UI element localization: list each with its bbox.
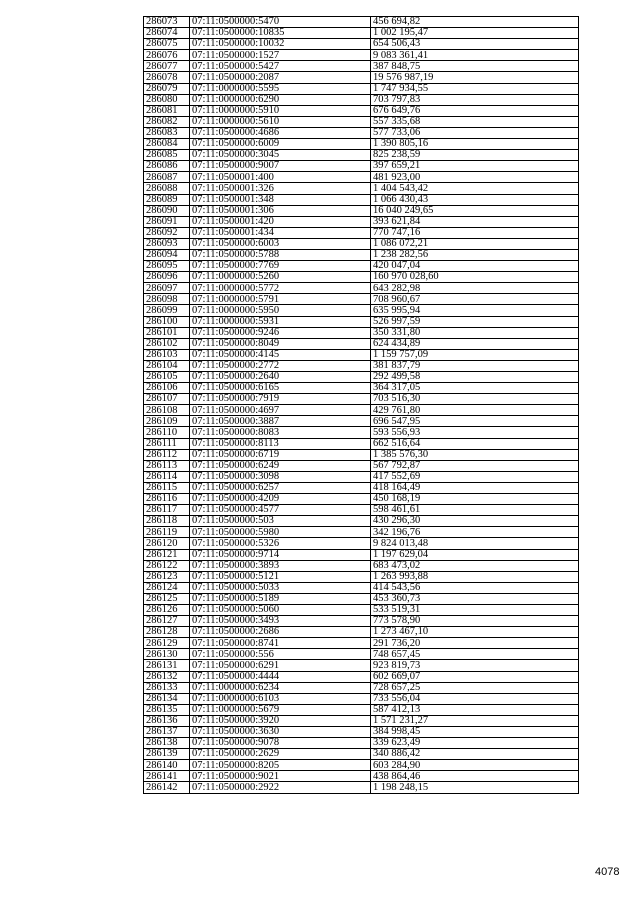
cadastral-number-cell: 07:11:0000000:6234	[190, 682, 371, 693]
cadastral-number-cell: 07:11:0500000:4686	[190, 127, 371, 138]
row-id-cell: 286090	[144, 205, 190, 216]
table-row	[144, 17, 579, 28]
cadastral-number-cell: 07:11:0500001:434	[190, 227, 371, 238]
table-row	[144, 505, 579, 516]
cadastral-number-cell: 07:11:0500000:7919	[190, 394, 371, 405]
value-cell: 1 238 282,56	[371, 249, 579, 260]
value-cell: 350 331,80	[371, 327, 579, 338]
value-cell: 703 797,83	[371, 94, 579, 105]
cadastral-number-cell: 07:11:0500000:5470	[190, 17, 371, 28]
value-cell: 733 556,04	[371, 693, 579, 704]
value-cell: 384 998,45	[371, 727, 579, 738]
table-row	[144, 349, 579, 360]
value-cell: 1 404 543,42	[371, 183, 579, 194]
value-cell: 662 516,64	[371, 438, 579, 449]
cadastral-number-cell: 07:11:0500000:3893	[190, 560, 371, 571]
table-row	[144, 194, 579, 205]
table-row	[144, 649, 579, 660]
cadastral-number-cell: 07:11:0500000:8741	[190, 638, 371, 649]
cadastral-number-cell: 07:11:0500000:8083	[190, 427, 371, 438]
cadastral-number-cell: 07:11:0500000:5980	[190, 527, 371, 538]
cadastral-number-cell: 07:11:0000000:5950	[190, 305, 371, 316]
row-id-cell: 286100	[144, 316, 190, 327]
value-cell: 825 238,59	[371, 150, 579, 161]
row-id-cell: 286084	[144, 139, 190, 150]
table-row	[144, 183, 579, 194]
row-id-cell: 286112	[144, 449, 190, 460]
cadastral-number-cell: 07:11:0500000:3887	[190, 416, 371, 427]
cadastral-number-cell: 07:11:0500000:5326	[190, 538, 371, 549]
value-cell: 598 461,61	[371, 505, 579, 516]
row-id-cell: 286097	[144, 283, 190, 294]
value-cell: 1 159 757,09	[371, 349, 579, 360]
row-id-cell: 286106	[144, 383, 190, 394]
table-row	[144, 704, 579, 715]
table-row	[144, 494, 579, 505]
value-cell: 429 761,80	[371, 405, 579, 416]
table-row	[144, 715, 579, 726]
value-cell: 19 576 987,19	[371, 72, 579, 83]
row-id-cell: 286139	[144, 749, 190, 760]
table-row	[144, 604, 579, 615]
row-id-cell: 286081	[144, 105, 190, 116]
value-cell: 1 198 248,15	[371, 782, 579, 793]
table-row	[144, 438, 579, 449]
table-row	[144, 372, 579, 383]
row-id-cell: 286116	[144, 494, 190, 505]
table-row	[144, 116, 579, 127]
value-cell: 481 923,00	[371, 172, 579, 183]
table-row	[144, 305, 579, 316]
cadastral-number-cell: 07:11:0000000:5910	[190, 105, 371, 116]
cadastral-number-cell: 07:11:0000000:5260	[190, 272, 371, 283]
cadastral-number-cell: 07:11:0000000:5610	[190, 116, 371, 127]
value-cell: 577 733,06	[371, 127, 579, 138]
row-id-cell: 286089	[144, 194, 190, 205]
cadastral-number-cell: 07:11:0000000:5791	[190, 294, 371, 305]
cadastral-number-cell: 07:11:0500000:10835	[190, 28, 371, 39]
value-cell: 339 623,49	[371, 738, 579, 749]
cadastral-number-cell: 07:11:0500000:6165	[190, 383, 371, 394]
cadastral-number-cell: 07:11:0000000:5679	[190, 704, 371, 715]
row-id-cell: 286107	[144, 394, 190, 405]
row-id-cell: 286113	[144, 460, 190, 471]
row-id-cell: 286137	[144, 727, 190, 738]
row-id-cell: 286114	[144, 471, 190, 482]
value-cell: 393 621,84	[371, 216, 579, 227]
table-row	[144, 571, 579, 582]
value-cell: 1 747 934,55	[371, 83, 579, 94]
table-row	[144, 216, 579, 227]
table-row	[144, 782, 579, 793]
table-row	[144, 749, 579, 760]
value-cell: 654 506,43	[371, 39, 579, 50]
value-cell: 593 556,93	[371, 427, 579, 438]
cadastral-number-cell: 07:11:0500001:400	[190, 172, 371, 183]
value-cell: 397 659,21	[371, 161, 579, 172]
cadastral-number-cell: 07:11:0500000:2629	[190, 749, 371, 760]
cadastral-number-cell: 07:11:0500000:4145	[190, 349, 371, 360]
cadastral-number-cell: 07:11:0500000:9007	[190, 161, 371, 172]
row-id-cell: 286108	[144, 405, 190, 416]
value-cell: 9 083 361,41	[371, 50, 579, 61]
row-id-cell: 286092	[144, 227, 190, 238]
value-cell: 1 066 430,43	[371, 194, 579, 205]
data-table	[143, 16, 579, 794]
value-cell: 387 848,75	[371, 61, 579, 72]
value-cell: 1 571 231,27	[371, 715, 579, 726]
row-id-cell: 286104	[144, 360, 190, 371]
cadastral-number-cell: 07:11:0500000:9714	[190, 549, 371, 560]
row-id-cell: 286128	[144, 627, 190, 638]
row-id-cell: 286075	[144, 39, 190, 50]
value-cell: 683 473,02	[371, 560, 579, 571]
row-id-cell: 286105	[144, 372, 190, 383]
row-id-cell: 286125	[144, 593, 190, 604]
value-cell: 557 335,68	[371, 116, 579, 127]
cadastral-number-cell: 07:11:0500000:8049	[190, 338, 371, 349]
value-cell: 676 649,76	[371, 105, 579, 116]
table-row	[144, 72, 579, 83]
row-id-cell: 286110	[144, 427, 190, 438]
table-row	[144, 616, 579, 627]
row-id-cell: 286127	[144, 616, 190, 627]
table-row	[144, 549, 579, 560]
row-id-cell: 286078	[144, 72, 190, 83]
table-body	[144, 17, 579, 794]
row-id-cell: 286133	[144, 682, 190, 693]
cadastral-number-cell: 07:11:0000000:5931	[190, 316, 371, 327]
value-cell: 430 296,30	[371, 516, 579, 527]
row-id-cell: 286131	[144, 660, 190, 671]
table-row	[144, 405, 579, 416]
table-row	[144, 238, 579, 249]
value-cell: 526 997,59	[371, 316, 579, 327]
cadastral-number-cell: 07:11:0500000:9078	[190, 738, 371, 749]
cadastral-number-cell: 07:11:0500000:7769	[190, 261, 371, 272]
cadastral-number-cell: 07:11:0500000:5427	[190, 61, 371, 72]
row-id-cell: 286077	[144, 61, 190, 72]
table-row	[144, 682, 579, 693]
row-id-cell: 286099	[144, 305, 190, 316]
cadastral-number-cell: 07:11:0500000:3630	[190, 727, 371, 738]
value-cell: 1 002 195,47	[371, 28, 579, 39]
value-cell: 342 196,76	[371, 527, 579, 538]
cadastral-number-cell: 07:11:0500000:6719	[190, 449, 371, 460]
value-cell: 1 273 467,10	[371, 627, 579, 638]
table-row	[144, 172, 579, 183]
row-id-cell: 286085	[144, 150, 190, 161]
value-cell: 1 197 629,04	[371, 549, 579, 560]
value-cell: 160 970 028,60	[371, 272, 579, 283]
cadastral-number-cell: 07:11:0500000:6249	[190, 460, 371, 471]
row-id-cell: 286091	[144, 216, 190, 227]
row-id-cell: 286103	[144, 349, 190, 360]
value-cell: 418 164,49	[371, 482, 579, 493]
value-cell: 624 434,89	[371, 338, 579, 349]
cadastral-number-cell: 07:11:0500000:503	[190, 516, 371, 527]
value-cell: 1 390 805,16	[371, 139, 579, 150]
row-id-cell: 286142	[144, 782, 190, 793]
value-cell: 533 519,31	[371, 604, 579, 615]
table-row	[144, 671, 579, 682]
table-row	[144, 394, 579, 405]
cadastral-number-cell: 07:11:0500000:6257	[190, 482, 371, 493]
cadastral-number-cell: 07:11:0500000:6291	[190, 660, 371, 671]
value-cell: 292 499,58	[371, 372, 579, 383]
value-cell: 1 263 993,88	[371, 571, 579, 582]
table-row	[144, 94, 579, 105]
table-row	[144, 105, 579, 116]
cadastral-number-cell: 07:11:0500000:6009	[190, 139, 371, 150]
table-row	[144, 538, 579, 549]
table-row	[144, 338, 579, 349]
value-cell: 414 543,56	[371, 582, 579, 593]
row-id-cell: 286121	[144, 549, 190, 560]
value-cell: 1 086 072,21	[371, 238, 579, 249]
cadastral-number-cell: 07:11:0500000:3920	[190, 715, 371, 726]
cadastral-number-cell: 07:11:0500000:8205	[190, 760, 371, 771]
cadastral-number-cell: 07:11:0500000:2640	[190, 372, 371, 383]
value-cell: 587 412,13	[371, 704, 579, 715]
table-row	[144, 161, 579, 172]
row-id-cell: 286120	[144, 538, 190, 549]
table-row	[144, 316, 579, 327]
cadastral-number-cell: 07:11:0500000:2087	[190, 72, 371, 83]
cadastral-number-cell: 07:11:0500000:3098	[190, 471, 371, 482]
table-row	[144, 283, 579, 294]
table-row	[144, 460, 579, 471]
table-row	[144, 28, 579, 39]
value-cell: 453 360,73	[371, 593, 579, 604]
table-row	[144, 261, 579, 272]
cadastral-number-cell: 07:11:0500000:3493	[190, 616, 371, 627]
table-row	[144, 771, 579, 782]
table-row	[144, 61, 579, 72]
table-row	[144, 427, 579, 438]
row-id-cell: 286080	[144, 94, 190, 105]
row-id-cell: 286109	[144, 416, 190, 427]
cadastral-number-cell: 07:11:0500000:8113	[190, 438, 371, 449]
cadastral-number-cell: 07:11:0000000:6290	[190, 94, 371, 105]
cadastral-number-cell: 07:11:0500000:5788	[190, 249, 371, 260]
table-row	[144, 327, 579, 338]
table-row	[144, 227, 579, 238]
row-id-cell: 286118	[144, 516, 190, 527]
table-row	[144, 150, 579, 161]
row-id-cell: 286074	[144, 28, 190, 39]
cadastral-number-cell: 07:11:0500000:5189	[190, 593, 371, 604]
row-id-cell: 286130	[144, 649, 190, 660]
value-cell: 603 284,90	[371, 760, 579, 771]
table-row	[144, 660, 579, 671]
cadastral-number-cell: 07:11:0500001:306	[190, 205, 371, 216]
row-id-cell: 286124	[144, 582, 190, 593]
table-row	[144, 638, 579, 649]
row-id-cell: 286096	[144, 272, 190, 283]
value-cell: 1 385 576,30	[371, 449, 579, 460]
row-id-cell: 286098	[144, 294, 190, 305]
value-cell: 696 547,95	[371, 416, 579, 427]
cadastral-number-cell: 07:11:0500000:10032	[190, 39, 371, 50]
cadastral-number-cell: 07:11:0500000:3045	[190, 150, 371, 161]
row-id-cell: 286126	[144, 604, 190, 615]
row-id-cell: 286119	[144, 527, 190, 538]
table-row	[144, 249, 579, 260]
value-cell: 291 736,20	[371, 638, 579, 649]
row-id-cell: 286082	[144, 116, 190, 127]
cadastral-number-cell: 07:11:0500000:4209	[190, 494, 371, 505]
value-cell: 635 995,94	[371, 305, 579, 316]
table-row	[144, 416, 579, 427]
value-cell: 567 792,87	[371, 460, 579, 471]
cadastral-number-cell: 07:11:0000000:6103	[190, 693, 371, 704]
table-row	[144, 482, 579, 493]
row-id-cell: 286138	[144, 738, 190, 749]
row-id-cell: 286079	[144, 83, 190, 94]
row-id-cell: 286117	[144, 505, 190, 516]
row-id-cell: 286073	[144, 17, 190, 28]
value-cell: 16 040 249,65	[371, 205, 579, 216]
cadastral-number-cell: 07:11:0000000:5595	[190, 83, 371, 94]
table-row	[144, 360, 579, 371]
page-number: 4078	[595, 866, 620, 878]
table-row	[144, 560, 579, 571]
table-row	[144, 139, 579, 150]
value-cell: 643 282,98	[371, 283, 579, 294]
value-cell: 456 694,82	[371, 17, 579, 28]
cadastral-number-cell: 07:11:0500000:2922	[190, 782, 371, 793]
cadastral-number-cell: 07:11:0500000:1527	[190, 50, 371, 61]
cadastral-number-cell: 07:11:0500000:4697	[190, 405, 371, 416]
cadastral-number-cell: 07:11:0500001:420	[190, 216, 371, 227]
table-row	[144, 627, 579, 638]
table-row	[144, 527, 579, 538]
value-cell: 773 578,90	[371, 616, 579, 627]
row-id-cell: 286083	[144, 127, 190, 138]
row-id-cell: 286134	[144, 693, 190, 704]
value-cell: 923 819,73	[371, 660, 579, 671]
value-cell: 417 552,69	[371, 471, 579, 482]
row-id-cell: 286136	[144, 715, 190, 726]
row-id-cell: 286094	[144, 249, 190, 260]
value-cell: 708 960,67	[371, 294, 579, 305]
value-cell: 364 317,05	[371, 383, 579, 394]
cadastral-number-cell: 07:11:0500001:348	[190, 194, 371, 205]
value-cell: 703 516,30	[371, 394, 579, 405]
table-row	[144, 272, 579, 283]
cadastral-number-cell: 07:11:0500000:9021	[190, 771, 371, 782]
row-id-cell: 286088	[144, 183, 190, 194]
cadastral-number-cell: 07:11:0500000:556	[190, 649, 371, 660]
row-id-cell: 286102	[144, 338, 190, 349]
value-cell: 420 047,04	[371, 261, 579, 272]
row-id-cell: 286123	[144, 571, 190, 582]
row-id-cell: 286129	[144, 638, 190, 649]
cadastral-number-cell: 07:11:0500000:9246	[190, 327, 371, 338]
cadastral-number-cell: 07:11:0500000:6003	[190, 238, 371, 249]
value-cell: 438 864,46	[371, 771, 579, 782]
value-cell: 381 837,79	[371, 360, 579, 371]
value-cell: 340 886,42	[371, 749, 579, 760]
cadastral-number-cell: 07:11:0500000:5121	[190, 571, 371, 582]
value-cell: 748 657,45	[371, 649, 579, 660]
table-row	[144, 127, 579, 138]
row-id-cell: 286087	[144, 172, 190, 183]
table-row	[144, 83, 579, 94]
cadastral-number-cell: 07:11:0500000:5033	[190, 582, 371, 593]
table-row	[144, 516, 579, 527]
row-id-cell: 286086	[144, 161, 190, 172]
cadastral-number-cell: 07:11:0500000:5060	[190, 604, 371, 615]
cadastral-number-cell: 07:11:0500000:4444	[190, 671, 371, 682]
row-id-cell: 286135	[144, 704, 190, 715]
table-row	[144, 205, 579, 216]
value-cell: 450 168,19	[371, 494, 579, 505]
cadastral-number-cell: 07:11:0500001:326	[190, 183, 371, 194]
cadastral-number-cell: 07:11:0500000:2686	[190, 627, 371, 638]
table-row	[144, 50, 579, 61]
table-row	[144, 593, 579, 604]
cadastral-number-cell: 07:11:0500000:4577	[190, 505, 371, 516]
table-row	[144, 449, 579, 460]
row-id-cell: 286093	[144, 238, 190, 249]
row-id-cell: 286141	[144, 771, 190, 782]
table-row	[144, 582, 579, 593]
row-id-cell: 286122	[144, 560, 190, 571]
row-id-cell: 286140	[144, 760, 190, 771]
table-row	[144, 727, 579, 738]
cadastral-number-cell: 07:11:0500000:2772	[190, 360, 371, 371]
table-row	[144, 471, 579, 482]
row-id-cell: 286111	[144, 438, 190, 449]
value-cell: 602 669,07	[371, 671, 579, 682]
table-row	[144, 760, 579, 771]
table-row	[144, 738, 579, 749]
row-id-cell: 286115	[144, 482, 190, 493]
value-cell: 728 657,25	[371, 682, 579, 693]
row-id-cell: 286076	[144, 50, 190, 61]
table-row	[144, 383, 579, 394]
row-id-cell: 286095	[144, 261, 190, 272]
value-cell: 9 824 013,48	[371, 538, 579, 549]
table-row	[144, 39, 579, 50]
table-row	[144, 693, 579, 704]
row-id-cell: 286101	[144, 327, 190, 338]
cadastral-number-cell: 07:11:0000000:5772	[190, 283, 371, 294]
value-cell: 770 747,16	[371, 227, 579, 238]
table-row	[144, 294, 579, 305]
row-id-cell: 286132	[144, 671, 190, 682]
